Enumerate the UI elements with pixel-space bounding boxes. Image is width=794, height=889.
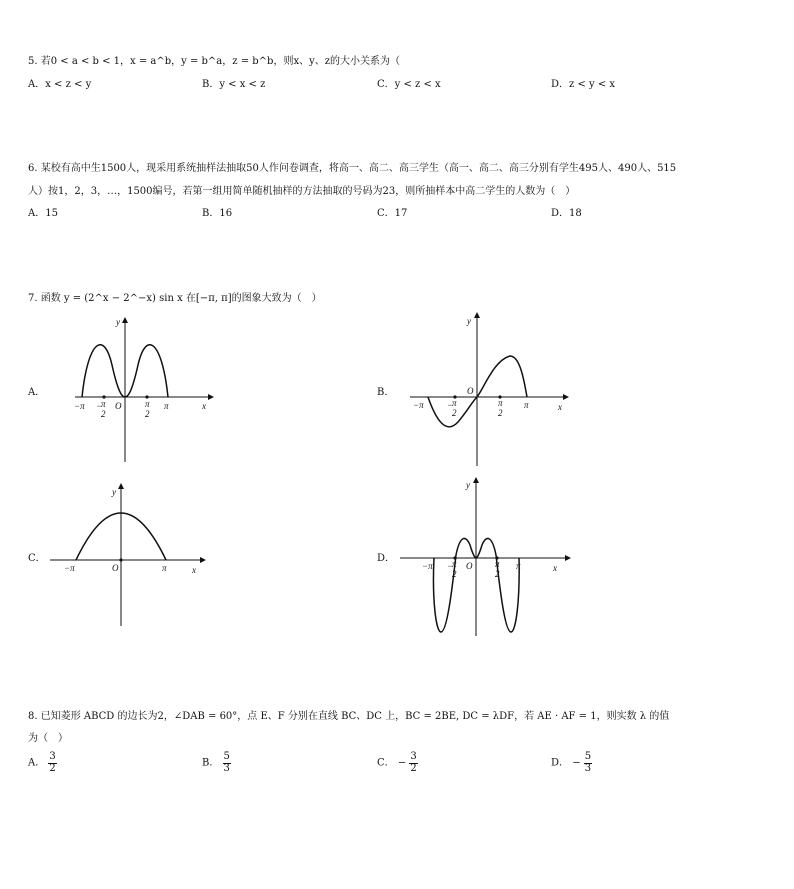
q8-option-c — [377, 752, 418, 774]
half-pi-den: 2 — [495, 569, 500, 579]
q5-option-b: B．y < x < z — [202, 79, 266, 90]
pi-label: π — [164, 401, 169, 411]
half-pi-num: π — [145, 399, 150, 409]
half-pi-num: π — [452, 398, 457, 408]
half-pi-num: π — [452, 559, 457, 569]
q7-option-a-label: A． — [28, 387, 46, 398]
neg-pi-label: −π — [413, 400, 424, 410]
pi-label: π — [162, 563, 167, 573]
q8-option-d — [551, 752, 592, 774]
q5-stem: 5. 若0 < a < b < 1，x = a^b，y = b^a，z = b^b，则x、y、z的大小关系为（ — [28, 56, 401, 67]
denominator: 3 — [584, 762, 592, 774]
q6-stem-line2: 人）按1，2，3，…，1500编号，若第一组用简单随机抽样的方法抽取的号码为23，则所抽样本中高二学生的人数为（ ） — [28, 186, 576, 197]
fraction — [48, 752, 56, 774]
pi-label: π — [524, 400, 529, 410]
origin-label: O — [466, 561, 473, 571]
option-label: A． — [28, 757, 46, 769]
option-label: B． — [202, 757, 220, 769]
graph-c — [50, 484, 205, 626]
denominator: 3 — [223, 762, 230, 774]
neg-sign: − — [96, 401, 103, 411]
graph-a — [74, 317, 213, 462]
half-pi-num: π — [495, 559, 500, 569]
neg-pi-label: −π — [64, 563, 75, 573]
neg-pi-label: −π — [74, 401, 85, 411]
q6-option-a: A．15 — [28, 208, 58, 219]
numerator: 5 — [223, 751, 230, 762]
q5-option-d: D．z < y < x — [551, 79, 616, 90]
q7-option-b-label: B． — [377, 387, 395, 398]
y-label: y — [466, 480, 470, 490]
option-label: C． — [377, 757, 395, 769]
numerator: 3 — [49, 751, 56, 762]
q7-stem: 7. 函数 y = (2^x − 2^−x) sin x 在[−π, π]的图象大致为（ ） — [28, 293, 322, 304]
half-pi-den: 2 — [145, 409, 150, 419]
fraction — [223, 752, 231, 774]
y-label: y — [467, 316, 471, 326]
half-pi-den: 2 — [452, 408, 457, 418]
denominator: 2 — [410, 762, 417, 774]
origin-label: O — [467, 386, 474, 396]
graph-d — [400, 478, 570, 636]
y-label: y — [112, 487, 116, 497]
denominator: 2 — [49, 762, 56, 774]
q5-option-c: C．y < z < x — [377, 79, 441, 90]
option-sign: − — [572, 757, 581, 769]
q6-option-d: D．18 — [551, 208, 582, 219]
pi-label: π — [516, 561, 521, 571]
origin-label: O — [115, 401, 122, 411]
q8-stem-line1: 8. 已知菱形 ABCD 的边长为2，∠DAB = 60°，点 E、F 分别在直线 BC、DC 上，BC = 2BE, DC = λDF，若 AE · AF = 1，则实数 λ 的值 — [28, 711, 670, 722]
half-pi-den: 2 — [498, 408, 503, 418]
q6-option-c: C．17 — [377, 208, 408, 219]
x-label: x — [553, 563, 557, 573]
neg-sign: − — [447, 561, 454, 571]
fraction — [584, 752, 592, 774]
numerator: 5 — [584, 751, 592, 762]
q8-option-b — [202, 752, 231, 774]
x-label: x — [192, 565, 196, 575]
half-pi-den: 2 — [452, 569, 457, 579]
fraction — [409, 752, 417, 774]
numerator: 3 — [410, 751, 417, 762]
q6-option-b: B．16 — [202, 208, 233, 219]
half-pi-num: π — [498, 398, 503, 408]
origin-label: O — [112, 563, 119, 573]
option-sign: − — [397, 757, 407, 769]
option-label: D． — [551, 757, 570, 769]
x-label: x — [558, 402, 562, 412]
q8-option-a — [28, 752, 57, 774]
q7-option-c-label: C． — [28, 553, 46, 564]
q8-stem-line2: 为（ ） — [28, 733, 68, 744]
half-pi-num: π — [101, 399, 106, 409]
x-label: x — [202, 401, 206, 411]
q6-stem-line1: 6. 某校有高中生1500人，现采用系统抽样法抽取50人作问卷调查，将高一、高二、高三学生（高一、高二、高三分别有学生495人、490人、515 — [28, 163, 677, 174]
half-pi-den: 2 — [101, 409, 106, 419]
q5-option-a: A．x < z < y — [28, 79, 92, 90]
q7-option-d-label: D． — [377, 553, 396, 564]
neg-pi-label: −π — [422, 561, 433, 571]
neg-sign: − — [447, 400, 454, 410]
graph-b — [410, 313, 568, 466]
y-label: y — [116, 317, 120, 327]
